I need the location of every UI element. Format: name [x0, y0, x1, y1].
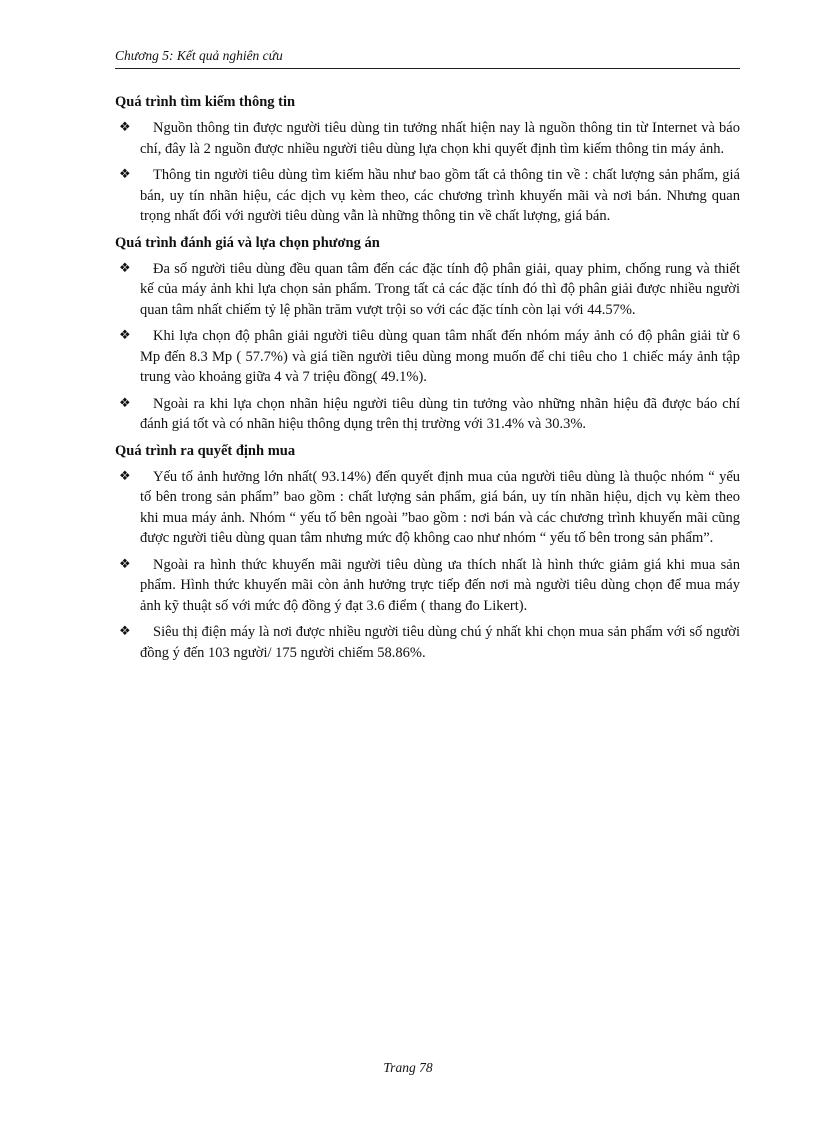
list-item: [115, 118, 740, 159]
chapter-header: Chương 5: Kết quả nghiên cứu: [115, 47, 740, 69]
list-item-text: Nguồn thông tin được người tiêu dùng tin tưởng nhất hiện nay là nguồn thông tin từ Internet và báo chí, đây là 2 nguồn được nhiều người tiêu dùng lựa chọn khi quyết định tìm kiếm thông tin máy ảnh.: [140, 120, 740, 157]
diamond-bullet-icon: ❖: [119, 468, 131, 484]
section-title-information-search: Quá trình tìm kiếm thông tin: [115, 94, 296, 110]
list-item-text: Ngoài ra hình thức khuyến mãi người tiêu dùng ưa thích nhất là hình thức giảm giá khi mua sản phẩm. Hình thức khuyến mãi còn ảnh hưởng trực tiếp đến nơi mà người tiêu dùng chọn để mua máy ảnh kỹ thuật số với mức độ đồng ý đạt 3.6 điểm ( thang đo Likert).: [140, 556, 740, 614]
bullet-list: [115, 467, 740, 664]
diamond-bullet-icon: ❖: [119, 395, 131, 411]
list-item: [115, 165, 740, 227]
list-item: [115, 467, 740, 549]
diamond-bullet-icon: ❖: [119, 260, 131, 276]
list-item: [115, 259, 740, 321]
page-content: [115, 92, 740, 669]
list-item: [115, 394, 740, 435]
list-item-text: Đa số người tiêu dùng đều quan tâm đến các đặc tính độ phân giải, quay phim, chống rung và thiết kế của máy ảnh khi lựa chọn sản phẩm. Trong tất cả các đặc tính đó thì độ phân giải được nhiều người quan tâm nhất chiếm tỷ lệ phần trăm vượt trội so với các đặc tính còn lại với 44.57%.: [140, 260, 740, 318]
diamond-bullet-icon: ❖: [119, 120, 131, 135]
diamond-bullet-icon: ❖: [119, 328, 131, 343]
list-item-text: Khi lựa chọn độ phân giải người tiêu dùng quan tâm nhất đến nhóm máy ảnh có độ phân giải từ 6 Mp đến 8.3 Mp ( 57.7%) và giá tiền người tiêu dùng mong muốn để chi tiêu cho 1 chiếc máy ảnh tập trung vào khoảng giữa 4 và 7 triệu đồng( 49.1%).: [140, 328, 740, 385]
list-item: [115, 555, 740, 617]
bullet-list: [115, 259, 740, 435]
diamond-bullet-icon: ❖: [119, 556, 131, 572]
list-item: [115, 622, 740, 663]
diamond-bullet-icon: ❖: [119, 167, 131, 182]
list-item-text: Yếu tố ảnh hưởng lớn nhất( 93.14%) đến quyết định mua của người tiêu dùng là thuộc nhóm “ yếu tố bên trong sản phẩm” bao gồm : chất lượng sản phẩm, giá bán, uy tín nhãn hiệu, dịch vụ kèm theo khi mua máy ảnh. Nhóm “ yếu tố bên ngoài ”bao gồm : nơi bán và các chương trình khuyến mãi cũng được người tiêu dùng quan tâm nhưng mức độ không cao như nhóm “ yếu tố bên trong sản phẩm”.: [140, 468, 740, 546]
section-title-evaluation: Quá trình đánh giá và lựa chọn phương án: [115, 234, 380, 251]
list-item-text: Ngoài ra khi lựa chọn nhãn hiệu người tiêu dùng tin tưởng vào những nhãn hiệu đã được báo chí đánh giá tốt và có nhãn hiệu thông dụng trên thị trường với 31.4% và 30.3%.: [140, 395, 740, 432]
list-item-text: Siêu thị điện máy là nơi được nhiều người tiêu dùng chú ý nhất khi chọn mua sản phẩm với số người đồng ý đến 103 người/ 175 người chiếm 58.86%.: [140, 624, 740, 661]
list-item-text: Thông tin người tiêu dùng tìm kiếm hầu như bao gồm tất cả thông tin về : chất lượng sản phẩm, giá bán, uy tín nhãn hiệu, các dịch vụ kèm theo, các chương trình khuyến mãi và nơi bán. Nhưng quan trọng nhất đối với người tiêu dùng vẫn là những thông tin về chất lượng, giá bán.: [140, 167, 740, 224]
list-item: [115, 326, 740, 388]
bullet-list: [115, 118, 740, 227]
page-number: Trang 78: [383, 1060, 433, 1075]
diamond-bullet-icon: ❖: [119, 624, 131, 639]
section-title-purchase-decision: Quá trình ra quyết định mua: [115, 442, 296, 459]
